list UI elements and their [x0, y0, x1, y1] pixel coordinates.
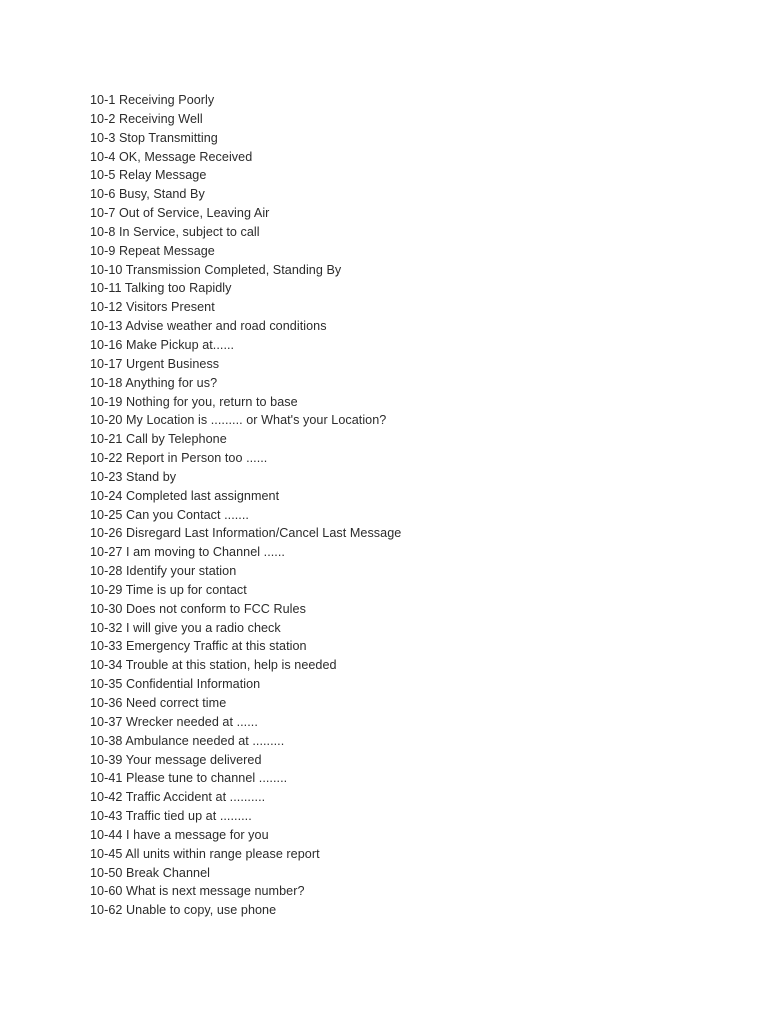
list-item: 10-6 Busy, Stand By	[90, 187, 205, 202]
list-item: 10-27 I am moving to Channel ......	[90, 545, 285, 560]
list-item: 10-32 I will give you a radio check	[90, 620, 281, 635]
list-item: 10-23 Stand by	[90, 469, 177, 484]
list-item: 10-29 Time is up for contact	[90, 582, 247, 597]
list-item: 10-43 Traffic tied up at .........	[90, 809, 252, 824]
list-item: 10-36 Need correct time	[90, 696, 227, 710]
list-item: 10-4 OK, Message Received	[90, 149, 253, 164]
list-item: 10-35 Confidential Information	[90, 677, 261, 692]
list-item: 10-16 Make Pickup at......	[90, 337, 235, 352]
list-item: 10-12 Visitors Present	[90, 300, 215, 315]
list-item: 10-19 Nothing for you, return to base	[90, 394, 298, 409]
list-item: 10-24 Completed last assignment	[90, 488, 280, 503]
list-item: 10-34 Trouble at this station, help is needed	[90, 658, 337, 673]
list-item: 10-26 Disregard Last Information/Cancel Last Message	[90, 526, 402, 541]
list-item: 10-1 Receiving Poorly	[90, 93, 215, 107]
list-item: 10-5 Relay Message	[90, 168, 207, 183]
ten-code-list	[90, 91, 401, 920]
list-item: 10-20 My Location is ......... or What's your Location?	[90, 413, 387, 428]
list-item: 10-45 All units within range please report	[90, 846, 320, 861]
list-item: 10-62 Unable to copy, use phone	[90, 903, 277, 918]
list-item: 10-42 Traffic Accident at ..........	[90, 790, 266, 805]
list-item: 10-10 Transmission Completed, Standing By	[90, 262, 342, 277]
list-item: 10-50 Break Channel	[90, 865, 210, 880]
list-item: 10-21 Call by Telephone	[90, 432, 227, 447]
list-item: 10-3 Stop Transmitting	[90, 130, 218, 145]
list-item: 10-22 Report in Person too ......	[90, 451, 268, 466]
list-item: 10-7 Out of Service, Leaving Air	[90, 206, 270, 221]
list-item: 10-11 Talking too Rapidly	[90, 281, 232, 296]
list-item: 10-44 I have a message for you	[90, 827, 269, 842]
list-item: 10-39 Your message delivered	[90, 752, 262, 767]
list-item: 10-25 Can you Contact .......	[90, 507, 249, 522]
list-item: 10-37 Wrecker needed at ......	[90, 714, 258, 729]
list-item: 10-30 Does not conform to FCC Rules	[90, 601, 306, 616]
list-item: 10-28 Identify your station	[90, 564, 237, 579]
list-item: 10-60 What is next message number?	[90, 884, 305, 899]
list-item: 10-8 In Service, subject to call	[90, 224, 260, 239]
list-item: 10-9 Repeat Message	[90, 243, 215, 258]
list-item: 10-17 Urgent Business	[90, 356, 220, 371]
list-item: 10-2 Receiving Well	[90, 111, 203, 126]
list-item: 10-38 Ambulance needed at .........	[90, 733, 285, 748]
list-item: 10-33 Emergency Traffic at this station	[90, 639, 307, 654]
list-item: 10-18 Anything for us?	[90, 375, 218, 390]
list-item: 10-13 Advise weather and road conditions	[90, 319, 327, 334]
list-item: 10-41 Please tune to channel ........	[90, 771, 288, 786]
